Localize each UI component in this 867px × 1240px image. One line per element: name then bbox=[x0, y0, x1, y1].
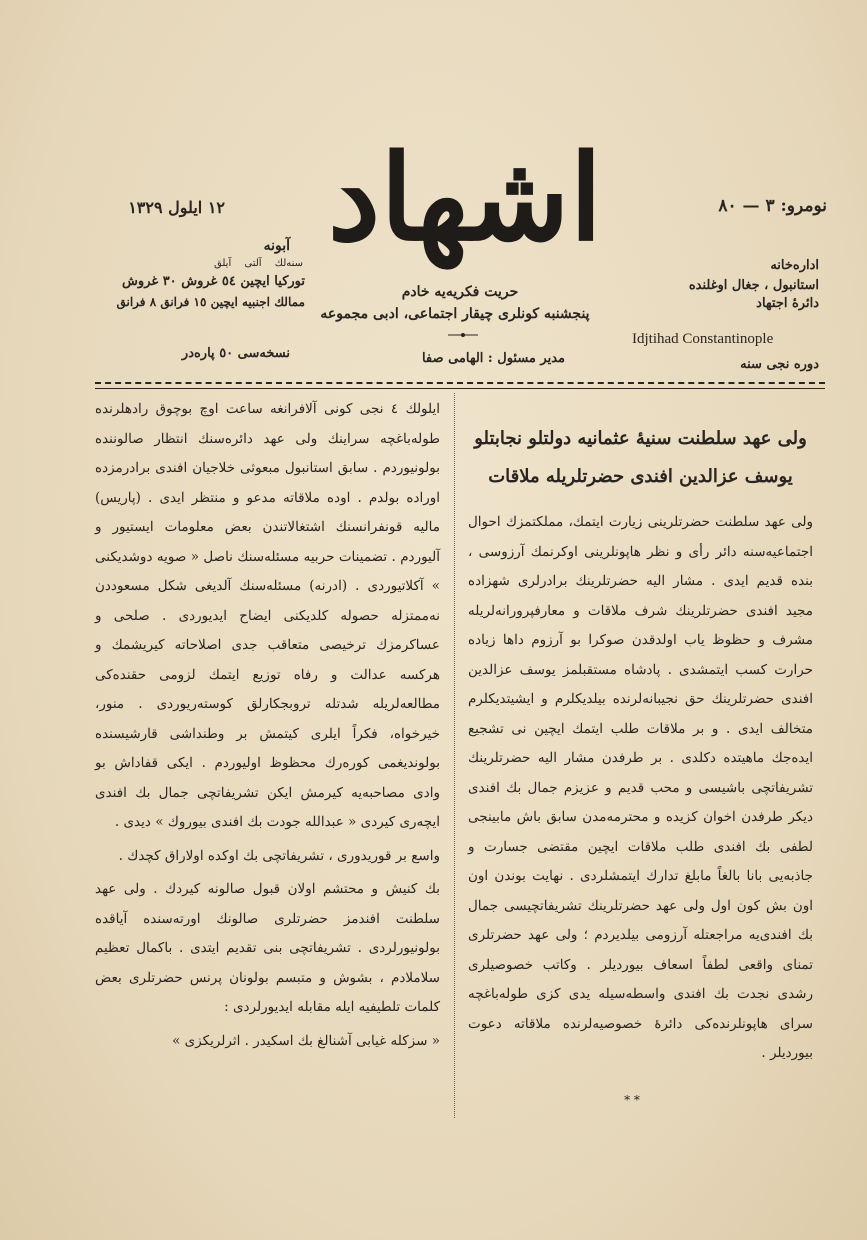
column-divider bbox=[454, 393, 455, 1118]
latin-name: Idjtihad bbox=[632, 331, 679, 347]
masthead-title: اشهاد bbox=[327, 128, 603, 267]
article-paragraph: « سزكله غيابی آشنالغ بك اسكيدر . اثرلريكزی » bbox=[172, 1032, 440, 1049]
tagline: حريت فكريه‌يه خادم bbox=[401, 284, 519, 300]
section-stars: * * bbox=[624, 1093, 640, 1107]
article-paragraph: ايلولك ٤ نجی كونی آلافرانغه ساعت اوچ بوچوق رادهلرنده طوله‌باغچه سراينك ولی عهد دائره‌سنك انتظار صالوننده بولونيوردم . سابق استانبول مبعوثی خلاجيان افندی برادرمزده اوراده بولدم . اوده ملاقاته مدعو و منتظر ايدی . (پاريس) ماليه قونفرانسنك اشتغالاتندن بعض معلومات ايستيور و آليوردم . تضمينات حربيه مسئله‌سنك ناصل « صويه دوشديكنی » آكلاتيوردی . (ادرنه) مسئله‌سنك آلديغی شكل مسعوددن نه‌ممتزله حصوله كلديكنی ايضاح ايديوردی . صلحی و عساكرمزك ترخيصی متعاقب جدی اصلاحاته كيريشمك و هركسه عدالت و رفاه توزيع ايتمك لزومی حقنده‌كی مطالعه‌لريله شدتله تروبجكارلق كوسته‌ريوردی . منور، خيرخواه، فكراً ايلری كيتمش بر وطنداشی قارشيسنده بولونديغمی كوره‌رك محظوظ اوليوردم . ايكی قفاداش بو وادی مصاحبه‌يه كيرمش ايكن تشريفاتچی جمال بك افندی ايچه‌ری كيردی « عبدالله جودت بك افندی بيوروك » ديدی . bbox=[95, 401, 441, 830]
headline-line-2: يوسف عزالدين افندی حضرتلريله ملاقات bbox=[488, 466, 793, 487]
administration-dept: دائرهٔ اجتهاد bbox=[756, 296, 819, 311]
article-right-body bbox=[468, 508, 813, 1069]
article-paragraph: واسع بر قوريدوری ، تشريفاتچی بك اوكده اولاراق كچدك . bbox=[118, 847, 440, 864]
article-left-body bbox=[95, 395, 440, 1056]
publication-frequency: دوره‌ نجی سنه bbox=[740, 357, 819, 372]
latin-city: Constantinople bbox=[682, 331, 774, 347]
article-headline bbox=[468, 420, 813, 496]
subscription-columns: سنه‌لك آلتی آيلق bbox=[214, 258, 303, 269]
issue-date: ١٢ ايلول ١٣٢٩ bbox=[128, 198, 225, 217]
administration-address: استانبول ، جغال اوغلنده bbox=[688, 278, 819, 293]
article-paragraph: ولی عهد سلطنت حضرتلرينی زيارت ايتمك، مملكتمزك احوال اجتماعيه‌سنه دائر رأی و نظر هاپونلرينی اوكرنمك آرزوسی ، بنده قديم ايدی . مشار اليه حضرتلرينك برادرلری شهزاده مجيد افندی حضرتلرينك شرف ملاقات و معارفپرورانه‌لريله مشرف و حظوظ ياب اولدقدن صوكرا بو آرزوم داها زياده حرارت كسب ايتمشدی . پادشاه مستقبلمز يوسف عزالدين افندی حضرتلرينك حق نجيبانه‌لرنده بيلديكلرم و ايشيتديكلرم متخالف ايدی . و بر ملاقات طلب ايتمك ايچين نی تشجيع ايده‌جك ماهيتده دكلدی . بر طرفدن مشار اليه حضرتلرينك تشريفاتچی باشيسی و محب قديم و عزيزم جمال بك افندی ديكر طرفدن اخوان كزيده و محترمه‌مدن سابق باش مابينجی لطفی بك افندی طلب ملاقات ايچين مقتضی جسارت و جاذبه‌يی بانا بالغاً مابلغ تدارك ايتمشلردی . نهايت بوندن اون اون بش كون اول ولی عهد حضرتلرينك تشريفاتچيسی جمال بك افندی‌يه مراجعتله آرزومی بيلديردم ؛ ولی عهد حضرتلری تمنای واقعی لطفاً اسعاف بيورديلر . وكاتب خصوصيلری رشدی نجدت بك افندی واسطه‌سيله يدی كزی طوله‌باغچه سرای هاپونلرنده‌كی دائرهٔ خصوصيه‌لرنده ملاقاته دعوت بيورديلر . bbox=[468, 514, 813, 1061]
single-copy-price: نسخه‌سی ٥٠ پاره‌در bbox=[181, 346, 290, 361]
subscription-foreign: ممالك اجنبيه ايچين ١٥ فرانق ٨ فرانق bbox=[116, 295, 305, 309]
administration-title: اداره‌خانه bbox=[770, 258, 819, 273]
subscription-turkey: توركيا ايچين ٥٤ غروش ٣٠ غروش bbox=[122, 274, 305, 289]
latin-address bbox=[632, 330, 832, 349]
article-paragraph: بك كنيش و محتشم اولان قبول صالونه كيردك . ولی عهد سلطنت افندمز حضرتلری صالونك اورته‌سنده آياقده بولونيورلردی . تشريفاتچی بنی تقديم ايتدی . باكمال تعظيم سلاملادم ، بشوش و متبسم بولونان پرنس حضرتلری بعض كلمات تلطيفيه ايله مقابله ايديورلردی : bbox=[95, 881, 440, 1015]
headline-line-1: ولی عهد سلطنت سنيهٔ عثمانيه دولتلو نجابتلو bbox=[474, 428, 807, 449]
editor-line: مدير مسئول : الهامی صفا bbox=[421, 351, 565, 366]
subscription-block bbox=[95, 238, 305, 309]
ornament-divider bbox=[448, 332, 478, 338]
publication-description: پنجشنبه كونلری چيقار اجتماعی، ادبی مجموعه bbox=[320, 306, 590, 322]
issue-number: نومرو: ٣ — ٨٠ bbox=[718, 196, 827, 216]
administration-block bbox=[659, 258, 819, 311]
subscription-title: آبونه bbox=[263, 238, 290, 254]
header-divider bbox=[95, 382, 825, 389]
